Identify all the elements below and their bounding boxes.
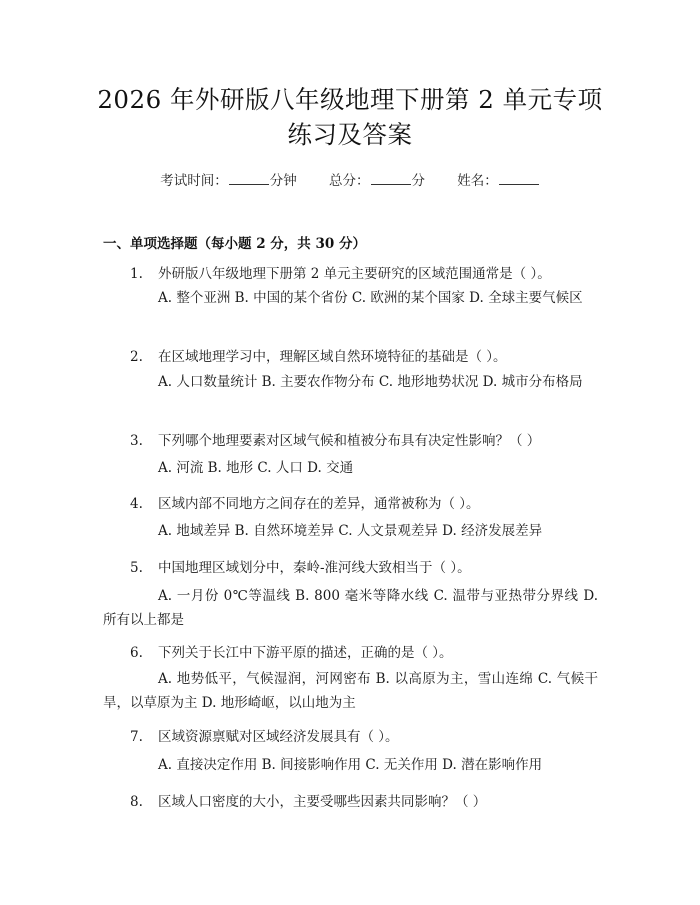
question-4-options: A. 地域差异 B. 自然环境差异 C. 人文景观差异 D. 经济发展差异 (158, 523, 543, 539)
question-1-options: A. 整个亚洲 B. 中国的某个省份 C. 欧洲的某个国家 D. 全球主要气候区 (158, 290, 583, 306)
question-3-options: A. 河流 B. 地形 C. 人口 D. 交通 (158, 460, 354, 476)
question-6-options: A. 地势低平，气候湿润，河网密布 B. 以高原为主，雪山连绵 C. 气候干旱，以草原为主 D. 地形崎岖，以山地为主 (103, 671, 598, 711)
student-name: 姓名： (457, 169, 540, 189)
question-3: 3. 下列哪个地理要素对区域气候和植被分布具有决定性影响？（ ） (130, 433, 541, 449)
document-title (60, 82, 640, 152)
question-5: 5. 中国地理区域划分中，秦岭-淮河线大致相当于（ ）。 (130, 560, 471, 576)
score-blank (371, 172, 411, 185)
section-heading: 一、单项选择题（每小题 2 分，共 30 分） (103, 236, 366, 252)
question-7-options: A. 直接决定作用 B. 间接影响作用 C. 无关作用 D. 潜在影响作用 (158, 757, 543, 773)
exam-time: 考试时间： 分钟 (160, 173, 297, 189)
name-blank (499, 172, 539, 185)
title-line-1: 2026 年外研版八年级地理下册第 2 单元专项 (97, 85, 603, 114)
question-1: 1. 外研版八年级地理下册第 2 单元主要研究的区域范围通常是（ ）。 (130, 266, 551, 282)
exam-meta (0, 169, 700, 189)
question-5-options: A. 一月份 0℃等温线 B. 800 毫米等降水线 C. 温带与亚热带分界线 D. 所有以上都是 (103, 588, 598, 628)
time-blank (229, 172, 269, 185)
total-score: 总分： 分 (329, 173, 425, 189)
question-2: 2. 在区域地理学习中，理解区域自然环境特征的基础是（ ）。 (130, 349, 507, 365)
question-8: 8. 区域人口密度的大小，主要受哪些因素共同影响？（ ） (130, 794, 487, 810)
question-4: 4. 区域内部不同地方之间存在的差异，通常被称为（ ）。 (130, 496, 480, 512)
title-line-2: 练习及答案 (287, 120, 413, 149)
question-6: 6. 下列关于长江中下游平原的描述，正确的是（ ）。 (130, 645, 453, 661)
question-2-options: A. 人口数量统计 B. 主要农作物分布 C. 地形地势状况 D. 城市分布格局 (158, 374, 583, 390)
question-7: 7. 区域资源禀赋对区域经济发展具有（ ）。 (130, 729, 399, 745)
